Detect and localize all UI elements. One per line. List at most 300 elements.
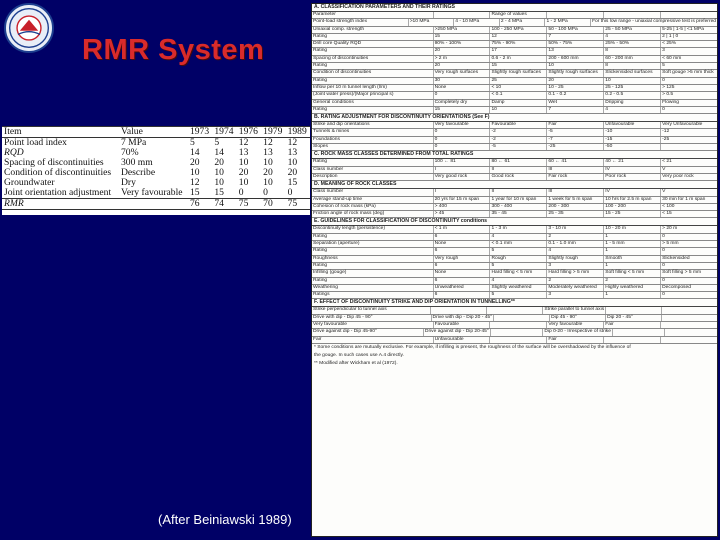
table-cell: 2 | 1 | 0	[662, 33, 679, 39]
table-cell: Infilling (gouge)	[312, 270, 434, 276]
section-heading: E. GUIDELINES FOR CLASSIFICATION OF DISCONTINUITY conditions	[312, 218, 717, 226]
table-cell: RMR	[4, 198, 24, 209]
table-cell: Soft filling > 5 mm	[662, 270, 702, 276]
table-cell: 6	[434, 234, 491, 240]
table-cell: 0	[662, 77, 665, 83]
table-cell: Range of values	[490, 12, 547, 18]
table-cell: Very rough	[434, 256, 491, 262]
table-cell: 200 - 300	[547, 204, 604, 210]
table-cell: Highly weathered	[604, 285, 661, 291]
table-cell: 12	[189, 177, 200, 188]
table-cell	[119, 199, 188, 210]
table-cell: -5	[547, 129, 604, 135]
table-row	[312, 329, 717, 336]
table-cell: 0.2 - 0.5	[604, 92, 661, 98]
table-header-row	[2, 127, 310, 138]
table-cell: Roughness	[312, 256, 434, 262]
table-cell: Flowing	[662, 99, 679, 105]
table-cell: Rating	[312, 263, 434, 269]
table-cell: 0	[662, 292, 665, 298]
section-heading: B. RATING ADJUSTMENT FOR DISCONTINUITY ORIENTATIONS (See F)	[312, 114, 717, 122]
table-cell: -25	[662, 136, 670, 142]
table-cell: 2	[604, 278, 661, 284]
table-cell: Unfavourable	[434, 337, 491, 343]
table-cell: 8	[604, 48, 661, 54]
table-cell: Point-load strength index	[312, 19, 409, 25]
table-cell: Unweathered	[434, 285, 491, 291]
table-cell: 6	[434, 248, 491, 254]
table-cell: 30 min for 1 m span	[662, 196, 706, 202]
table-cell: Fair rock	[547, 174, 604, 180]
table-cell: 15	[434, 107, 491, 113]
table-cell: 12	[263, 137, 273, 148]
table-cell: -50	[604, 144, 661, 150]
footnote: * Some conditions are mutually exclusive. For example, if infilling is present, the roughness of the surface will be overshadowed by the influence of	[314, 344, 631, 350]
table-cell: Class number	[312, 189, 434, 195]
table-cell: 20	[238, 167, 249, 178]
table-cell: Dripping	[604, 100, 661, 106]
table-cell	[613, 329, 666, 335]
table-cell: Slickensided surfaces	[604, 70, 661, 76]
table-cell: 6	[434, 292, 491, 298]
table-cell: 20	[214, 157, 224, 168]
table-cell: 10	[238, 177, 249, 188]
table-cell: 25% - 50%	[604, 41, 661, 47]
table-cell: 4	[490, 234, 547, 240]
table-cell: 0	[662, 233, 665, 239]
table-cell: > 2 m	[434, 56, 491, 62]
table-cell: Drill core Quality RQD	[312, 41, 434, 47]
table-cell: III	[547, 167, 604, 173]
table-cell: 2 - 4 MPa	[500, 19, 546, 25]
table-row	[312, 144, 717, 151]
table-cell: > 125	[662, 84, 675, 90]
table-cell: Drive against dip - Dip 20-45°	[424, 329, 489, 335]
table-cell: 100 - 250 MPa	[490, 27, 547, 33]
table-cell: Drive with dip - Dip 20 - 45°	[432, 314, 493, 320]
table-cell: 2	[547, 278, 604, 284]
table-row	[312, 337, 717, 344]
table-cell: 10 - 20 m	[604, 226, 661, 232]
table-cell: Poor rock	[604, 174, 661, 180]
table-cell: Slightly rough	[547, 256, 604, 262]
table-cell: 13	[287, 147, 298, 158]
table-row	[312, 292, 717, 299]
table-cell	[661, 337, 717, 343]
table-cell: >250 MPa	[434, 27, 491, 33]
table-cell: Damp	[490, 100, 547, 106]
table-total-row	[2, 199, 310, 210]
table-cell: 10	[263, 177, 273, 188]
table-cell: 1 year for 10 m span	[490, 197, 547, 203]
table-cell: 70	[263, 198, 273, 209]
table-row	[312, 100, 717, 107]
table-cell: 300 - 400	[490, 204, 547, 210]
table-cell: 7	[547, 34, 604, 40]
table-cell: > 0.5	[662, 92, 674, 98]
table-cell: 10	[238, 157, 249, 168]
table-cell: Strike parallel to tunnel axis	[544, 307, 605, 313]
table-cell: 10	[604, 78, 661, 84]
table-cell: -10	[604, 129, 661, 135]
table-cell: 4	[547, 248, 604, 254]
institution-logo-icon	[4, 3, 54, 53]
table-cell: Average stand-up time	[312, 197, 434, 203]
table-cell	[490, 322, 547, 328]
table-cell	[662, 315, 717, 321]
table-cell: -15	[604, 137, 661, 143]
column-header: 1973	[189, 126, 210, 137]
table-cell: 20	[189, 157, 200, 168]
table-cell: Cohesion of rock mass (kPa)	[312, 204, 434, 210]
table-cell: 74	[214, 198, 224, 209]
table-cell	[547, 12, 604, 18]
table-cell: Friction angle of rock mass (deg)	[312, 211, 434, 217]
table-cell: 10	[547, 63, 604, 69]
table-cell: 12	[490, 34, 547, 40]
table-cell: 40 ← 21	[604, 159, 661, 165]
table-cell: 0	[287, 187, 293, 198]
column-header: 1974	[214, 126, 234, 137]
table-cell: Slickensided	[662, 255, 690, 261]
table-cell: 3 - 10 m	[547, 226, 604, 232]
table-cell: 50 - 100 MPa	[547, 27, 604, 33]
table-cell: 4	[604, 34, 661, 40]
table-cell	[606, 307, 662, 313]
table-cell: < 0.1 mm	[490, 241, 547, 247]
table-row	[312, 107, 717, 114]
table-cell	[665, 329, 717, 335]
table-cell	[662, 307, 717, 313]
table-cell: 0	[263, 187, 268, 198]
table-cell: > 400	[434, 204, 491, 210]
table-cell: II	[490, 189, 547, 195]
table-cell: Rating	[312, 159, 434, 165]
table-cell: 15	[189, 187, 200, 198]
table-cell: 25	[490, 78, 547, 84]
table-cell: 6	[434, 278, 491, 284]
table-row	[312, 122, 717, 129]
table-cell: 8	[604, 63, 661, 69]
table-cell: 10	[189, 167, 200, 178]
table-cell: 20	[547, 78, 604, 84]
column-header: 1976	[238, 126, 258, 137]
table-cell: 0	[434, 92, 491, 98]
table-cell: Groundwater	[4, 177, 55, 188]
table-cell: 0	[662, 106, 665, 112]
table-cell	[434, 12, 491, 18]
table-cell: 20	[434, 48, 491, 54]
table-cell: 3	[547, 263, 604, 269]
table-cell: IV	[604, 189, 661, 195]
table-cell: 200 - 600 mm	[547, 56, 604, 62]
table-cell: 3	[662, 48, 665, 54]
table-cell: Rough	[490, 256, 547, 262]
table-cell: V	[662, 166, 666, 172]
table-cell: 15 - 25	[604, 211, 661, 217]
table-cell: -25	[547, 144, 604, 150]
table-cell: Hard filling > 5 mm	[547, 270, 604, 276]
table-cell: 14	[189, 147, 200, 158]
table-cell: 5	[490, 292, 547, 298]
table-cell: 5	[214, 137, 220, 148]
table-cell: Ratings	[312, 292, 434, 298]
table-cell: 75% - 90%	[490, 41, 547, 47]
table-cell: 10	[490, 107, 547, 113]
table-cell: Rating	[312, 48, 434, 54]
table-cell: Describe	[120, 167, 156, 178]
table-cell: Rating	[312, 107, 434, 113]
table-cell: 15	[214, 187, 224, 198]
table-row	[312, 270, 717, 277]
table-row	[2, 188, 310, 199]
table-cell: 5	[189, 137, 195, 148]
table-cell: 5	[662, 63, 665, 69]
table-cell: 0	[662, 248, 665, 254]
table-cell: 14	[214, 147, 224, 158]
table-cell	[487, 307, 543, 313]
table-cell: Moderately weathered	[547, 285, 604, 291]
section-heading: A. CLASSIFICATION PARAMETERS AND THEIR RATINGS	[312, 4, 717, 12]
table-cell: >10 MPa	[409, 19, 455, 25]
table-cell: Slightly rough surfaces	[547, 70, 604, 76]
table-cell: 0	[662, 277, 665, 283]
table-cell: I	[434, 189, 491, 195]
table-cell: Spacing of discontinuities	[4, 157, 104, 168]
table-cell	[661, 12, 717, 18]
table-cell: 15	[287, 177, 298, 188]
table-cell: -2	[490, 137, 547, 143]
table-cell: Rating	[312, 34, 434, 40]
table-cell: 0	[434, 144, 491, 150]
table-cell: 0	[238, 187, 244, 198]
table-cell: None	[434, 241, 491, 247]
table-cell: IV	[604, 167, 661, 173]
table-cell: < 25%	[662, 41, 677, 47]
table-cell: -5	[490, 144, 547, 150]
table-cell: 13	[547, 48, 604, 54]
column-header: 1989	[287, 126, 307, 137]
table-cell: Soft filling < 5 mm	[604, 270, 661, 276]
table-row	[312, 241, 717, 248]
table-cell: General conditions	[312, 100, 434, 106]
rmr-classification-document	[311, 3, 718, 537]
table-cell: 100 ← 81	[434, 159, 491, 165]
table-cell: 1	[604, 292, 661, 298]
table-cell: 2	[547, 234, 604, 240]
table-cell: 13	[238, 147, 249, 158]
table-cell: Very poor rock	[662, 173, 694, 179]
table-cell: Class number	[312, 167, 434, 173]
table-cell	[490, 337, 547, 343]
table-cell: < 100	[662, 203, 675, 209]
table-cell	[431, 307, 487, 313]
table-cell: Soft gouge >5 mm thick	[662, 70, 714, 76]
table-cell: 75	[238, 198, 249, 209]
table-cell: 20	[263, 167, 273, 178]
table-cell: 1 - 5 mm	[604, 241, 661, 247]
table-cell	[604, 337, 661, 343]
table-cell: For this low range - uniaxial compressive test is preferred	[592, 19, 717, 25]
table-row	[312, 226, 717, 233]
table-cell: 13	[263, 147, 273, 158]
table-row	[312, 234, 717, 241]
table-row	[312, 256, 717, 263]
table-cell: < 60 mm	[662, 55, 682, 61]
table-cell: -12	[662, 129, 670, 135]
table-cell: Foundations	[312, 137, 434, 143]
table-row	[312, 48, 717, 55]
table-cell: Discontinuity length (persistence)	[312, 226, 434, 232]
table-cell: Wet	[547, 100, 604, 106]
table-cell: Point load index	[4, 137, 67, 148]
table-cell: 17	[490, 48, 547, 54]
table-cell: Very favourable	[547, 322, 604, 328]
table-cell: 0.1 - 0.2	[547, 92, 604, 98]
table-row	[312, 27, 717, 34]
table-cell: Slopes	[312, 144, 434, 150]
table-cell: Drive against dip - Dip 45-90°	[312, 329, 424, 335]
table-cell: Strike perpendicular to tunnel axis	[312, 307, 431, 313]
table-cell: 7 MPa	[120, 137, 147, 148]
table-cell: 10	[263, 157, 273, 168]
table-cell: 7	[547, 107, 604, 113]
table-cell: > 45	[434, 211, 491, 217]
table-cell: 60 ← 41	[547, 159, 604, 165]
table-row	[312, 315, 717, 322]
table-cell: > 5 mm	[662, 241, 679, 247]
table-cell: Very good rock	[434, 174, 491, 180]
table-cell: Dip 0-20 - Irrespective of strike	[544, 329, 611, 335]
table-cell: -2	[490, 129, 547, 135]
table-cell: Rating	[312, 63, 434, 69]
table-cell: Tunnels & mines	[312, 129, 434, 135]
table-row	[312, 189, 717, 196]
rmr-evolution-table	[2, 126, 310, 215]
table-cell: Separation (aperture)	[312, 241, 434, 247]
table-row	[312, 307, 717, 314]
footnote: the gouge. In such cases use A.4 directly.	[314, 352, 404, 358]
table-cell: None	[434, 270, 491, 276]
table-cell: Very Unfavourable	[662, 122, 703, 128]
table-row	[312, 285, 717, 292]
footnote: ** Modified after Wickham et al (1972).	[314, 360, 398, 366]
table-row	[312, 159, 717, 166]
table-cell	[604, 12, 661, 18]
slide-title: RMR System	[82, 34, 265, 66]
table-cell: 80 ← 61	[490, 159, 547, 165]
table-row	[312, 92, 717, 99]
table-cell: 100 - 200	[604, 204, 661, 210]
table-cell: V	[662, 189, 666, 195]
table-cell: 20	[434, 63, 491, 69]
table-cell: Very rough surfaces	[434, 70, 491, 76]
table-row	[312, 197, 717, 204]
table-cell: 76	[189, 198, 200, 209]
table-cell	[661, 144, 717, 150]
table-cell: I	[434, 167, 491, 173]
table-cell: 0.6 - 2 m	[490, 56, 547, 62]
table-cell: Completely dry	[434, 100, 491, 106]
table-row	[312, 70, 717, 77]
table-cell: < 15	[662, 211, 672, 217]
table-cell: 70%	[120, 147, 139, 158]
table-cell: Favourable	[490, 122, 547, 128]
table-cell	[661, 322, 717, 328]
table-cell: Parameter	[312, 12, 434, 18]
table-cell: 0.1 - 1.0 mm	[547, 241, 604, 247]
table-cell: None	[434, 85, 491, 91]
table-row	[312, 19, 717, 26]
table-cell: RQD	[4, 147, 24, 158]
table-cell: 0	[434, 137, 491, 143]
column-header: Value	[120, 126, 143, 137]
table-cell: 1	[604, 248, 661, 254]
table-cell: 15	[490, 63, 547, 69]
table-cell: Slightly weathered	[490, 285, 547, 291]
table-cell: 10 - 25	[547, 85, 604, 91]
table-cell: 4	[490, 278, 547, 284]
table-cell: Good rock	[490, 174, 547, 180]
table-cell: Spacing of discontinuities	[312, 56, 434, 62]
table-cell: 35 - 45	[490, 211, 547, 217]
table-cell: Description	[312, 174, 434, 180]
table-cell: Rating	[312, 248, 434, 254]
table-cell: 10 hrs for 2.5 m span	[604, 197, 661, 203]
table-row	[312, 56, 717, 63]
table-cell: 10	[214, 167, 224, 178]
table-cell: 20 yrs for 15 m span	[434, 197, 491, 203]
column-header: Item	[4, 126, 22, 137]
table-row	[312, 174, 717, 181]
table-cell: II	[490, 167, 547, 173]
section-heading: D. MEANING OF ROCK CLASSES	[312, 181, 717, 189]
table-cell: 1	[604, 234, 661, 240]
table-cell: III	[547, 189, 604, 195]
table-cell: 1 - 3 m	[490, 226, 547, 232]
table-cell: 12	[287, 137, 298, 148]
table-cell: 1 - 2 MPa	[545, 19, 591, 25]
source-caption: (After Beiniawski 1989)	[158, 512, 292, 527]
table-cell: Condition of discontinuities	[4, 167, 112, 178]
table-cell: Inflow per 10 m tunnel length (l/m)	[312, 85, 434, 91]
table-row	[312, 211, 717, 218]
table-cell: 25 - 125	[604, 85, 661, 91]
table-cell: Favourable	[434, 322, 491, 328]
table-cell: Uniaxial comp. strength	[312, 27, 434, 33]
table-cell: Fair	[547, 337, 604, 343]
table-row	[312, 248, 717, 255]
table-cell: 20	[287, 167, 298, 178]
table-cell: Strike and dip orientations	[312, 122, 434, 128]
table-cell: 30	[434, 78, 491, 84]
table-cell: Decomposed	[662, 284, 691, 290]
table-cell: 5	[490, 248, 547, 254]
table-cell: Very favourable	[312, 322, 434, 328]
section-heading: C. ROCK MASS CLASSES DETERMINED FROM TOTAL RATINGS	[312, 151, 717, 159]
table-cell: 75	[287, 198, 298, 209]
table-cell: 15	[434, 34, 491, 40]
table-cell: Hard filling < 5 mm	[490, 270, 547, 276]
table-cell: 0	[662, 262, 665, 268]
table-cell: (Joint water press)/(Major principal s)	[312, 92, 434, 98]
table-cell: Weathering	[312, 285, 434, 291]
table-cell: Rating	[312, 278, 434, 284]
table-cell: Very favourable	[120, 187, 183, 198]
table-cell	[494, 315, 550, 321]
table-cell: Fair	[604, 322, 661, 328]
table-cell: < 10	[490, 85, 547, 91]
